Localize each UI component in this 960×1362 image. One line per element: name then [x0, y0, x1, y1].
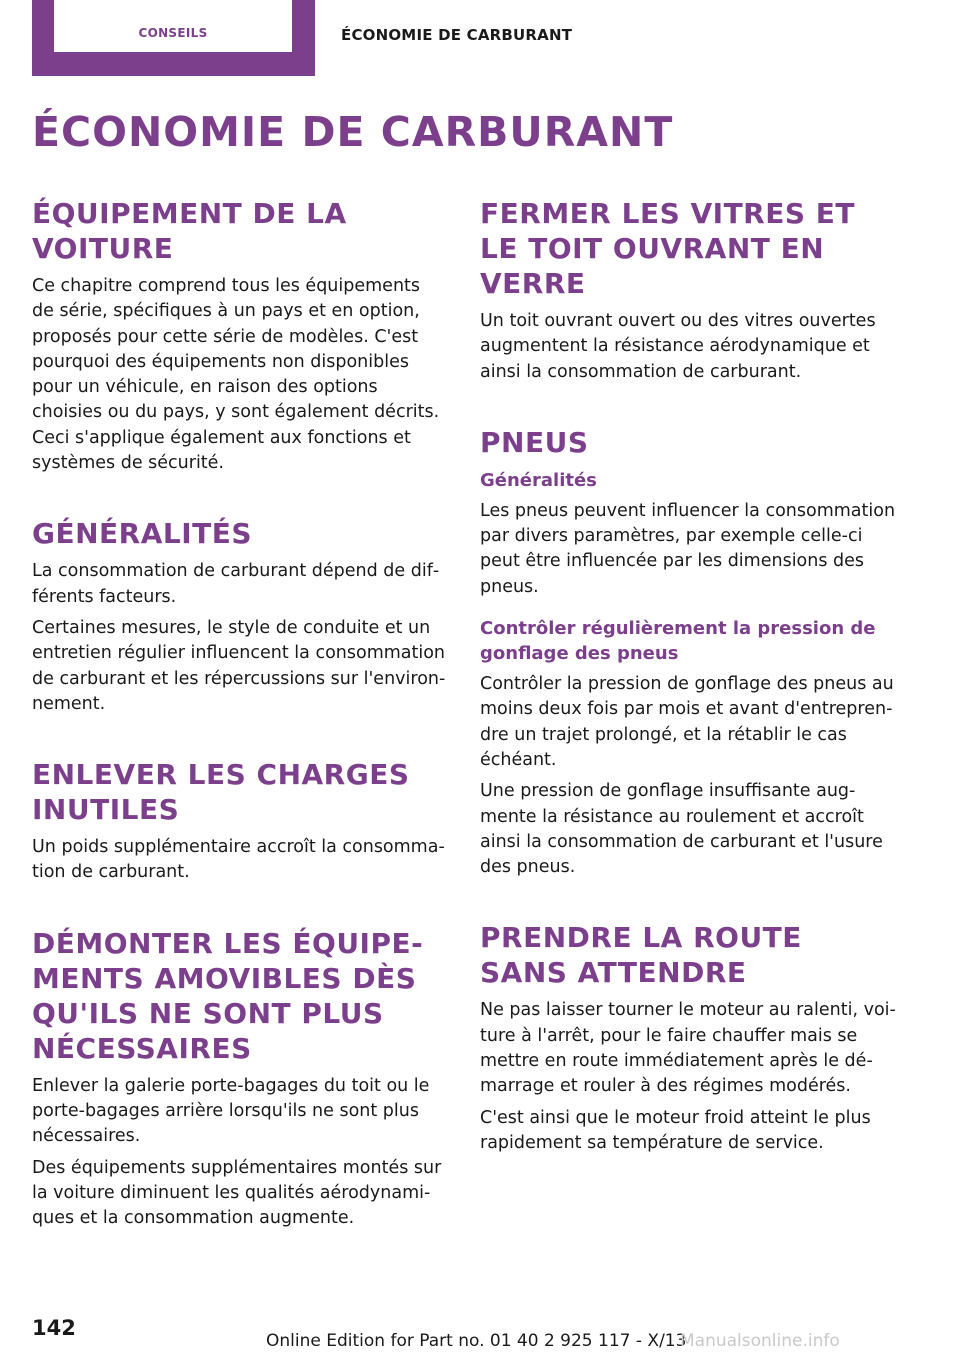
section-title-pneus: PNEUS: [480, 425, 589, 459]
paragraph: Des équipements supplémentaires montés sur la voiture diminuent les qualités aérodynamiques et la consommation augmente.: [32, 1157, 442, 1229]
paragraph: Enlever la galerie porte-bagages du toit ou le porte-bagages arrière lorsqu'ils ne sont plus nécessaires.: [32, 1075, 430, 1147]
paragraph: Certaines mesures, le style de conduite et un entretien régulier influencent la consommation de carburant et les répercussions sur l'environnement.: [32, 617, 446, 714]
chapter-tab-label: conseils: [138, 22, 208, 42]
paragraph: La consommation de carburant dépend de différents facteurs.: [32, 561, 440, 607]
section-title-equipements-amovibles: DÉMONTER LES ÉQUIPEMENTS AMOVIBLES DÈS QU'ILS NE SONT PLUS NÉCESSAIRES: [32, 926, 423, 1065]
subsection-title-generalites: Généralités: [480, 469, 597, 491]
paragraph: Contrôler la pression de gonflage des pneus au moins deux fois par mois et avant d'entreprendre un trajet prolongé, et la rétablir le cas échéant.: [480, 674, 894, 770]
footer-edition: Online Edition for Part no. 01 40 2 925 117 - X/13: [266, 1331, 687, 1351]
page-title: ÉCONOMIE DE CARBURANT: [32, 108, 674, 156]
section-title-charges: ENLEVER LES CHARGES INUTILES: [32, 758, 410, 827]
header-chapter-title: ÉCONOMIE DE CARBURANT: [341, 26, 573, 44]
watermark: Manualsonline.info: [680, 1331, 840, 1351]
paragraph: Un poids supplémentaire accroît la consommation de carburant.: [32, 837, 445, 883]
paragraph: C'est ainsi que le moteur froid atteint le plus rapidement sa température de service.: [480, 1107, 871, 1153]
paragraph: Ne pas laisser tourner le moteur au ralenti, voiture à l'arrêt, pour le faire chauffer mais se mettre en route immédiatement après le démarrage et rouler à des régimes modérés.: [480, 1000, 896, 1097]
section-title-generalites: GÉNÉRALITÉS: [32, 517, 253, 551]
chapter-tab: [32, 0, 315, 76]
right-column: [480, 196, 898, 1162]
paragraph: Ce chapitre comprend tous les équipements de série, spécifiques à un pays et en option, proposés pour cette série de modèles. C'est pourquoi des équipements non disponibles pour un véhicule, en raison des options choisies ou du pays, y sont également décrits. Ceci s'applique également aux fonctions et systèmes de sécurité.: [32, 276, 440, 474]
paragraph: Une pression de gonflage insuffisante augmente la résistance au roulement et accroît ainsi la consommation de carburant et l'usure des pneus.: [480, 781, 883, 878]
paragraph: Un toit ouvrant ouvert ou des vitres ouvertes augmentent la résistance aérodynamique et ainsi la consommation de carburant.: [480, 311, 876, 382]
subsection-title-pression: Contrôler régulièrement la pression de gonflage des pneus: [480, 618, 876, 665]
page-number: 142: [32, 1316, 76, 1340]
paragraph: Les pneus peuvent influencer la consommation par divers paramètres, par exemple celle-ci peut être influencée par les dimensions des pneus.: [480, 500, 896, 597]
left-column: [32, 196, 446, 1238]
section-title-route: PRENDRE LA ROUTE SANS ATTENDRE: [480, 921, 802, 990]
section-title-vitres: FERMER LES VITRES ET LE TOIT OUVRANT EN VERRE: [480, 197, 856, 300]
chapter-tab-inner: [54, 0, 292, 52]
section-title-equipement: ÉQUIPEMENT DE LA VOITURE: [32, 197, 347, 265]
